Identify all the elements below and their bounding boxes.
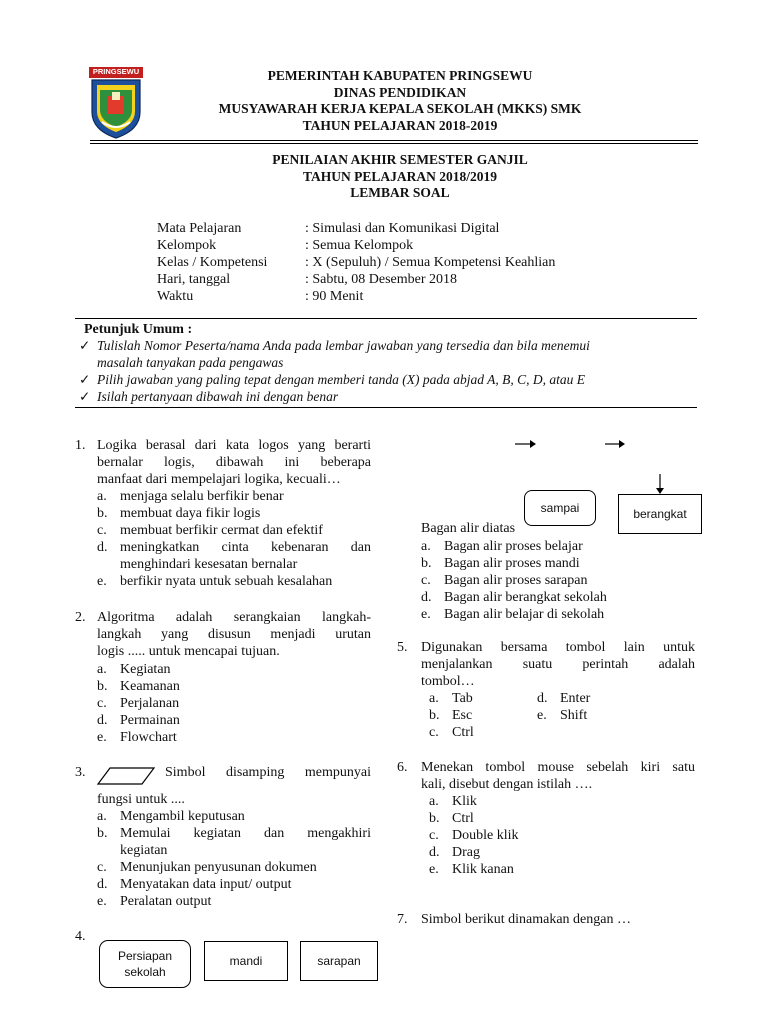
question-text: tombol… — [421, 674, 475, 689]
question-text: Menekan tombol mouse sebelah kiri satu — [421, 760, 695, 775]
exam-title — [130, 152, 670, 202]
meta-label: Kelas / Kompetensi — [157, 255, 268, 270]
flowchart-box: Persiapan sekolah — [99, 940, 191, 988]
instruction-item: ✓ Tulislah Nomor Peserta/nama Anda pada lembar jawaban yang tersedia dan bila menemui — [79, 338, 590, 353]
meta-value: : Simulasi dan Komunikasi Digital — [305, 221, 500, 236]
meta-label: Waktu — [157, 289, 194, 304]
header-divider — [90, 140, 698, 141]
answer-option: e. Shift — [537, 708, 588, 723]
instructions-title: Petunjuk Umum : — [84, 322, 193, 337]
answer-option: c. Menunjukan penyusunan dokumen — [97, 860, 317, 875]
answer-option: e. Flowchart — [97, 730, 177, 745]
meta-row — [157, 237, 555, 254]
question-number: 2. — [75, 610, 86, 625]
check-icon: ✓ — [79, 389, 91, 404]
answer-option: a. Mengambil keputusan — [97, 809, 245, 824]
answer-option: d. Bagan alir berangkat sekolah — [421, 590, 607, 605]
question-number: 5. — [397, 640, 408, 655]
question-text: fungsi untuk .... — [97, 792, 185, 807]
question-text: menjalankan suatu perintah adalah — [421, 657, 695, 672]
answer-option: a. Bagan alir proses belajar — [421, 539, 583, 554]
meta-row — [157, 220, 555, 237]
answer-option: b. Keamanan — [97, 679, 180, 694]
meta-row — [157, 288, 555, 305]
question-text: Simbol berikut dinamakan dengan … — [421, 912, 631, 927]
exam-meta — [157, 220, 555, 305]
header-institution — [130, 68, 670, 134]
flowchart-box: sampai — [524, 490, 596, 526]
meta-label: Kelompok — [157, 238, 217, 253]
answer-option: a. Tab — [429, 691, 473, 706]
answer-option-cont: kegiatan — [120, 843, 168, 858]
flowchart-box: berangkat — [618, 494, 702, 534]
answer-option: e. Bagan alir belajar di sekolah — [421, 607, 605, 622]
exam-title-line: PENILAIAN AKHIR SEMESTER GANJIL — [272, 152, 528, 167]
instruction-item-cont: masalah tanyakan pada pengawas — [97, 355, 284, 370]
question-text: logis ..... untuk mencapai tujuan. — [97, 644, 280, 659]
answer-option: d. Menyatakan data input/ output — [97, 877, 292, 892]
answer-option: b. Esc — [429, 708, 473, 723]
meta-label: Hari, tanggal — [157, 272, 231, 287]
header-divider-thin — [90, 143, 698, 144]
flowchart-box: mandi — [204, 941, 288, 981]
answer-option: d. Permainan — [97, 713, 180, 728]
answer-option: e. berfikir nyata untuk sebuah kesalahan — [97, 574, 333, 589]
meta-value: : X (Sepuluh) / Semua Kompetensi Keahlian — [305, 255, 556, 270]
exam-title-line: LEMBAR SOAL — [350, 185, 450, 200]
header-line: MUSYAWARAH KERJA KEPALA SEKOLAH (MKKS) SMK — [218, 101, 582, 116]
answer-option-cont: menghindari kesesatan bernalar — [120, 557, 298, 572]
meta-value: : 90 Menit — [305, 289, 364, 304]
answer-option: b. Bagan alir proses mandi — [421, 556, 580, 571]
answer-option: c. Bagan alir proses sarapan — [421, 573, 588, 588]
answer-option: c. Perjalanan — [97, 696, 180, 711]
answer-option: e. Klik kanan — [429, 862, 514, 877]
flowchart-box: sarapan — [300, 941, 378, 981]
instruction-item: ✓ Isilah pertanyaan dibawah ini dengan benar — [79, 389, 339, 404]
question-text: bernalar logis, dibawah ini beberapa — [97, 455, 371, 470]
answer-option: a. Klik — [429, 794, 477, 809]
answer-option: c. Double klik — [429, 828, 519, 843]
answer-option: d. Drag — [429, 845, 480, 860]
question-text: Digunakan bersama tombol lain untuk — [421, 640, 695, 655]
answer-option: a. menjaga selalu berfikir benar — [97, 489, 284, 504]
logo-text: PRINGSEWU — [92, 67, 140, 76]
answer-option: d. Enter — [537, 691, 591, 706]
meta-row — [157, 254, 555, 271]
answer-option: d. meningkatkan cinta kebenaran dan — [97, 540, 371, 555]
header-line: DINAS PENDIDIKAN — [333, 84, 467, 100]
meta-label: Mata Pelajaran — [157, 221, 242, 236]
header-line: TAHUN PELAJARAN 2018-2019 — [302, 117, 498, 133]
question-number: 7. — [397, 912, 408, 927]
answer-option: b. Memulai kegiatan dan mengakhiri — [97, 826, 371, 841]
answer-option: b. Ctrl — [429, 811, 474, 826]
answer-option: c. membuat berfikir cermat dan efektif — [97, 523, 323, 538]
exam-title-line: TAHUN PELAJARAN 2018/2019 — [302, 168, 497, 184]
answer-option: b. membuat daya fikir logis — [97, 506, 261, 521]
check-icon: ✓ — [79, 372, 91, 387]
question-text: kali, disebut dengan istilah …. — [421, 777, 593, 792]
meta-value: : Sabtu, 08 Desember 2018 — [305, 272, 458, 287]
question-number: 3. — [75, 765, 86, 780]
question-text: Logika berasal dari kata logos yang berarti — [97, 438, 371, 453]
check-icon: ✓ — [79, 338, 91, 353]
header-line: PEMERINTAH KABUPATEN PRINGSEWU — [267, 68, 533, 83]
meta-value: : Semua Kelompok — [305, 238, 414, 253]
flowchart-caption: Bagan alir diatas — [421, 521, 516, 536]
question-number: 1. — [75, 438, 86, 453]
parallelogram-symbol-icon — [96, 766, 156, 791]
question-text: Algoritma adalah serangkaian langkah- — [97, 610, 371, 625]
meta-row — [157, 271, 555, 288]
answer-option: a. Kegiatan — [97, 662, 171, 677]
answer-option: c. Ctrl — [429, 725, 474, 740]
answer-option: e. Peralatan output — [97, 894, 212, 909]
instruction-item: ✓ Pilih jawaban yang paling tepat dengan memberi tanda (X) pada abjad A, B, C, D, atau E — [79, 372, 585, 387]
question-number: 6. — [397, 760, 408, 775]
question-text: manfaat dari mempelajari logika, kecuali… — [97, 472, 341, 487]
question-text: langkah yang disusun menjadi urutan — [97, 627, 371, 642]
question-number: 4. — [75, 929, 86, 944]
question-text: Simbol disamping mempunyai — [165, 765, 371, 780]
